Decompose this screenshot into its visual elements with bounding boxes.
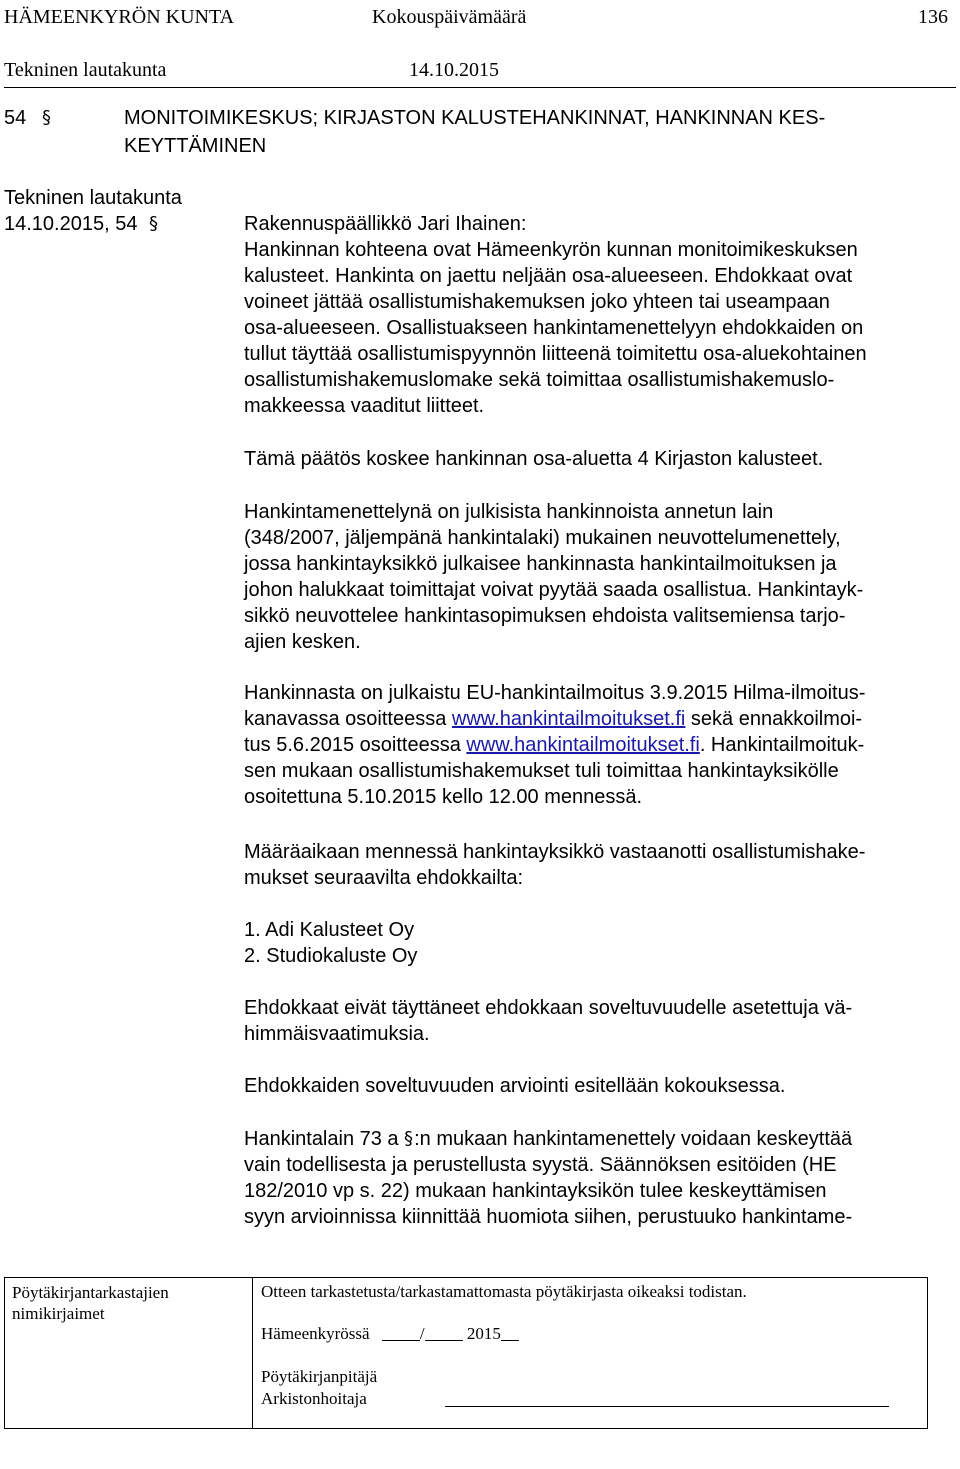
committee-name: Tekninen lautakunta (4, 59, 167, 81)
footer-certify: Otteen tarkastetusta/tarkastamattomasta pöytäkirjasta oikeaksi todistan. (261, 1282, 747, 1301)
section-number: 54 (4, 107, 27, 129)
year-blank[interactable] (501, 1323, 519, 1341)
sidebar-label: Tekninen lautakunta (4, 187, 182, 209)
hilma-link-2[interactable]: www.hankintailmoitukset.fi (466, 734, 700, 756)
section-mark-icon (42, 105, 52, 129)
page-number: 136 (918, 6, 948, 28)
meeting-date: 14.10.2015 (409, 59, 499, 81)
paragraph-procedure: Hankintamenettelynä on julkisista hankinnoista annetun lain (348/2007, jäljempänä hankintalaki) mukainen neuvottelumenettely, jossa hankintayksikkö julkaisee hankinnasta hankintailmoituksen ja johon halukkaat toimittajat voivat pyytää saada osallistua. Hankintayk- sikkö neuvottelee hankintasopimuksen ehdoista valitsemiensa tarjo- ajien kesken. (244, 501, 864, 653)
svg-text:§: § (149, 213, 159, 234)
footer-archivist: Arkistonhoitaja (261, 1389, 367, 1408)
footer-place-date: Hämeenkyrössä / 2015 (261, 1323, 519, 1344)
org-name: HÄMEENKYRÖN KUNTA (4, 6, 235, 28)
paragraph-scope: Tämä päätös koskee hankinnan osa-aluetta 4 Kirjaston kalusteet. (244, 448, 824, 470)
header-rule (4, 87, 956, 88)
footer-divider (252, 1278, 253, 1428)
list-item: 1. Adi Kalusteet Oy (244, 919, 415, 941)
paragraph-received: Määräaikaan mennessä hankintayksikkö vastaanotti osallistumishake- mukset seuraavilta ehdokkailta: (244, 841, 866, 889)
candidate-list (244, 917, 960, 969)
footer-keeper: Pöytäkirjanpitäjä (261, 1367, 378, 1386)
sidebar-ref: 14.10.2015, 54 § (4, 213, 159, 235)
month-blank[interactable] (425, 1323, 463, 1341)
svg-text:§: § (41, 107, 51, 128)
paragraph-intro: Rakennuspäällikkö Jari Ihainen: Hankinnan kohteena ovat Hämeenkyrön kunnan monitoimikeskuksen kalusteet. Hankinta on jaettu neljään osa-alueeseen. Ehdokkaat ovat voineet jättää osallistumishakemuksen joko yhteen tai useampaan osa-alueeseen. Osallistuakseen hankintamenettelyyn ehdokkaiden on tullut täyttää osallistumispyynnön liitteenä toimitettu osa-aluekohtainen osallistumishakemuslomake sekä toimittaa osallistumishakemuslo- makkeessa vaaditut liitteet. (244, 213, 867, 417)
day-blank[interactable] (382, 1323, 420, 1341)
section-title: MONITOIMIKESKUS; KIRJASTON KALUSTEHANKINNAT, HANKINNAN KES- KEYTTÄMINEN (124, 107, 826, 157)
paragraph-requirements: Ehdokkaat eivät täyttäneet ehdokkaan soveltuvuudelle asetettuja vä- himmäisvaatimuksia. (244, 997, 853, 1045)
footer-left: Pöytäkirjantarkastajien nimikirjaimet (12, 1283, 169, 1323)
svg-text:§: § (404, 1128, 414, 1149)
list-item: 2. Studiokaluste Oy (244, 945, 418, 967)
section-mark-icon (149, 211, 159, 235)
section-mark-icon (404, 1126, 414, 1150)
hilma-link[interactable]: www.hankintailmoitukset.fi (451, 708, 686, 730)
section-number-row (4, 104, 52, 132)
date-label: Kokouspäivämäärä (372, 6, 527, 28)
footer-box (4, 1277, 928, 1429)
paragraph-law: Hankintalain 73 a § :n mukaan hankintamenettely voidaan keskeyttää vain todellisesta ja perustellusta syystä. Säännöksen esitöiden (HE 182/2010 vp s. 22) mukaan hankintayksikön tulee keskeyttämisen syyn arvioinnissa kiinnittää huomiota siihen, perustuuko hankintame- (244, 1128, 853, 1228)
signature-line[interactable] (445, 1406, 889, 1407)
paragraph-notice: Hankinnasta on julkaistu EU-hankintailmoitus 3.9.2015 Hilma-ilmoitus- kanavassa osoitteessa www.hankintailmoitukset.fi sekä ennakkoilmoi- tus 5.6.2015 osoitteessa www.hankintailmoitukset.fi. Hankintailmoituk- sen mukaan osallistumishakemukset tuli toimittaa hankintayksikölle osoitettuna 5.10.2015 kello 12.00 mennessä. (244, 682, 866, 808)
paragraph-evaluation: Ehdokkaiden soveltuvuuden arviointi esitellään kokouksessa. (244, 1075, 786, 1097)
